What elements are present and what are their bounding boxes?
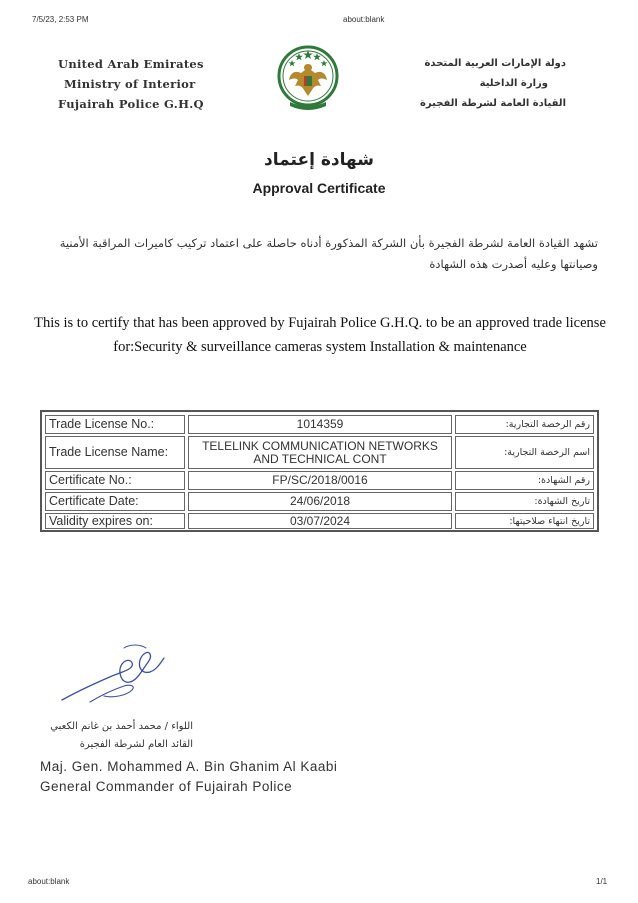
signatory-english (40, 757, 337, 797)
letterhead-ministry-ar: وزارة الداخلية (479, 78, 548, 89)
title-arabic: شهادة إعتماد (264, 150, 374, 170)
letterhead-police-ar: القيادة العامة لشرطة الفجيرة (420, 98, 566, 109)
print-datetime: 7/5/23, 2:53 PM (32, 15, 89, 24)
signatory-name: Maj. Gen. Mohammed A. Bin Ghanim Al Kaabi (40, 759, 338, 774)
row-value: TELELINK COMMUNICATION NETWORKS AND TECHNICAL CONT (188, 436, 452, 469)
row-label: Trade License Name: (45, 436, 185, 469)
letterhead-police: Fujairah Police G.H.Q (58, 97, 204, 111)
table-row (45, 436, 594, 469)
row-value: FP/SC/2018/0016 (188, 471, 452, 490)
table-row (45, 471, 594, 490)
row-label: Validity expires on: (45, 513, 185, 529)
signatory-arabic (50, 718, 193, 754)
signatory-name-ar: اللواء / محمد أحمد بن غانم الكعبي (50, 721, 193, 732)
letterhead-country: United Arab Emirates (58, 57, 204, 71)
row-label: Certificate Date: (45, 492, 185, 511)
row-label-ar: اسم الرخصة التجارية: (455, 436, 594, 469)
letterhead-arabic (420, 54, 566, 114)
signature-icon (60, 640, 170, 710)
signatory-title-ar: القائد العام لشرطة الفجيرة (79, 739, 193, 750)
title-english: Approval Certificate (252, 180, 386, 196)
row-label-ar: تاريخ الشهادة: (455, 492, 594, 511)
print-url: about:blank (343, 15, 385, 24)
table-row (45, 492, 594, 511)
print-page-number: 1/1 (596, 877, 608, 886)
table-row (45, 415, 594, 434)
row-label-ar: رقم الرخصة التجارية: (455, 415, 594, 434)
certificate-text-arabic: تشهد القيادة العامة لشرطة الفجيرة بأن الشركة المذكورة أدناه حاصلة على اعتماد تركيب كاميرات المراقبة الأمنية وصيانتها وعليه أصدرت هذه الشهادة (59, 236, 598, 271)
table-row (45, 513, 594, 529)
row-label: Certificate No.: (45, 471, 185, 490)
letterhead-country-ar: دولة الإمارات العربية المتحدة (424, 58, 566, 69)
row-label-ar: رقم الشهادة: (455, 471, 594, 490)
row-label: Trade License No.: (45, 415, 185, 434)
letterhead-english (58, 54, 204, 114)
row-value: 03/07/2024 (188, 513, 452, 529)
row-value: 24/06/2018 (188, 492, 452, 511)
row-label-ar: تاريخ انتهاء صلاحيتها: (455, 513, 594, 529)
ministry-emblem-icon (277, 40, 339, 116)
row-value: 1014359 (188, 415, 452, 434)
signatory-title: General Commander of Fujairah Police (40, 779, 293, 794)
letterhead-ministry: Ministry of Interior (64, 77, 196, 91)
certificate-text-english: This is to certify that has been approved by Fujairah Police G.H.Q. to be an approved trade license for:Security & surveillance cameras system Installation & maintenance (34, 315, 606, 355)
print-footer-url: about:blank (28, 877, 70, 886)
certificate-details-table (40, 410, 599, 532)
